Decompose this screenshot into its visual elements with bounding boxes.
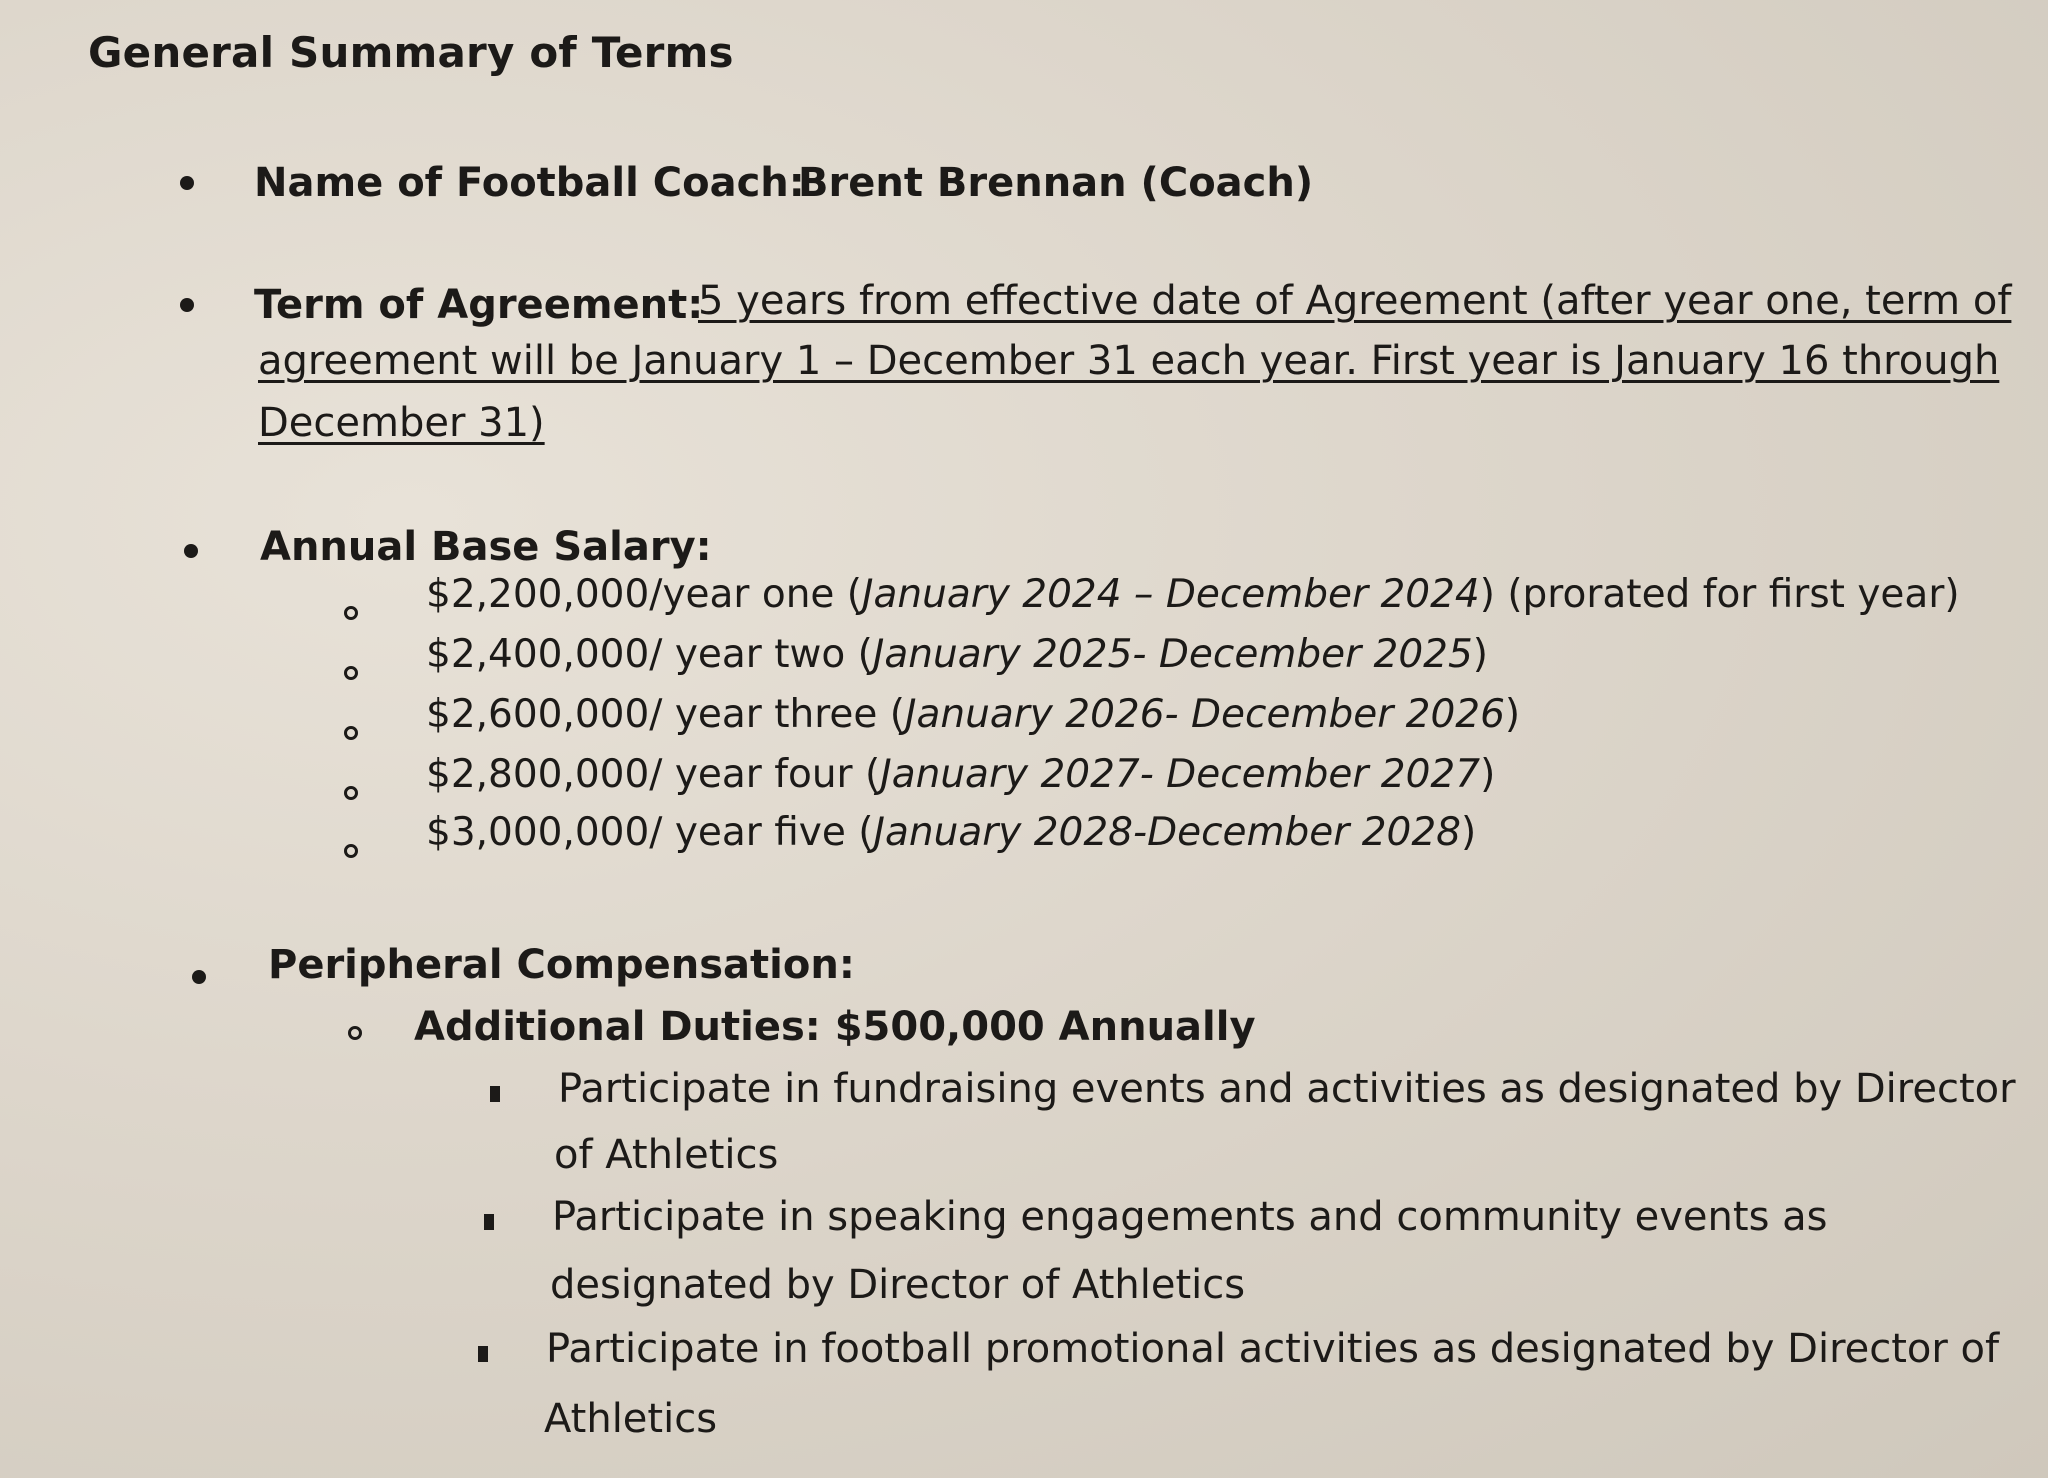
page-title: General Summary of Terms (88, 28, 734, 77)
duties-bullet (348, 1026, 362, 1040)
duty-bullet-3 (478, 1346, 488, 1362)
term-line-2: agreement will be January 1 – December 31 each year. First year is January 16 through (258, 338, 2000, 384)
salary-bullet-2 (344, 666, 358, 680)
coach-value: Brent Brennan (Coach) (798, 160, 1314, 206)
salary-bullet-5 (344, 844, 358, 858)
duty-2-line-2: designated by Director of Athletics (550, 1262, 1246, 1308)
salary-label: Annual Base Salary: (260, 524, 712, 570)
salary-item-2: $2,400,000/ year two (January 2025- December 2025) (426, 632, 1488, 677)
salary-item-5: $3,000,000/ year five (January 2028-December 2028) (426, 810, 1477, 855)
duty-3-line-2: Athletics (544, 1396, 718, 1442)
term-line-1: 5 years from effective date of Agreement (after year one, term of (698, 278, 2012, 324)
bullet-coach (180, 176, 194, 190)
salary-item-1: $2,200,000/year one (January 2024 – December 2024) (prorated for first year) (426, 572, 1960, 617)
salary-bullet-3 (344, 726, 358, 740)
duty-2-line-1: Participate in speaking engagements and community events as (552, 1194, 1828, 1240)
bullet-peripheral (192, 970, 206, 984)
duty-bullet-2 (484, 1214, 494, 1230)
duties-label: Additional Duties: $500,000 Annually (414, 1004, 1256, 1050)
bullet-term (180, 298, 194, 312)
salary-item-3: $2,600,000/ year three (January 2026- December 2026) (426, 692, 1521, 737)
peripheral-label: Peripheral Compensation: (268, 942, 855, 988)
duty-bullet-1 (490, 1086, 500, 1102)
duty-3-line-1: Participate in football promotional activities as designated by Director of (546, 1326, 2000, 1372)
term-line-3: December 31) (258, 400, 545, 446)
coach-label: Name of Football Coach: (254, 160, 805, 206)
salary-bullet-4 (344, 786, 358, 800)
salary-bullet-1 (344, 606, 358, 620)
bullet-salary (184, 544, 198, 558)
duty-1-line-2: of Athletics (554, 1132, 779, 1178)
term-label: Term of Agreement: (254, 282, 704, 328)
duty-1-line-1: Participate in fundraising events and activities as designated by Director (558, 1066, 2016, 1112)
salary-item-4: $2,800,000/ year four (January 2027- December 2027) (426, 752, 1496, 797)
